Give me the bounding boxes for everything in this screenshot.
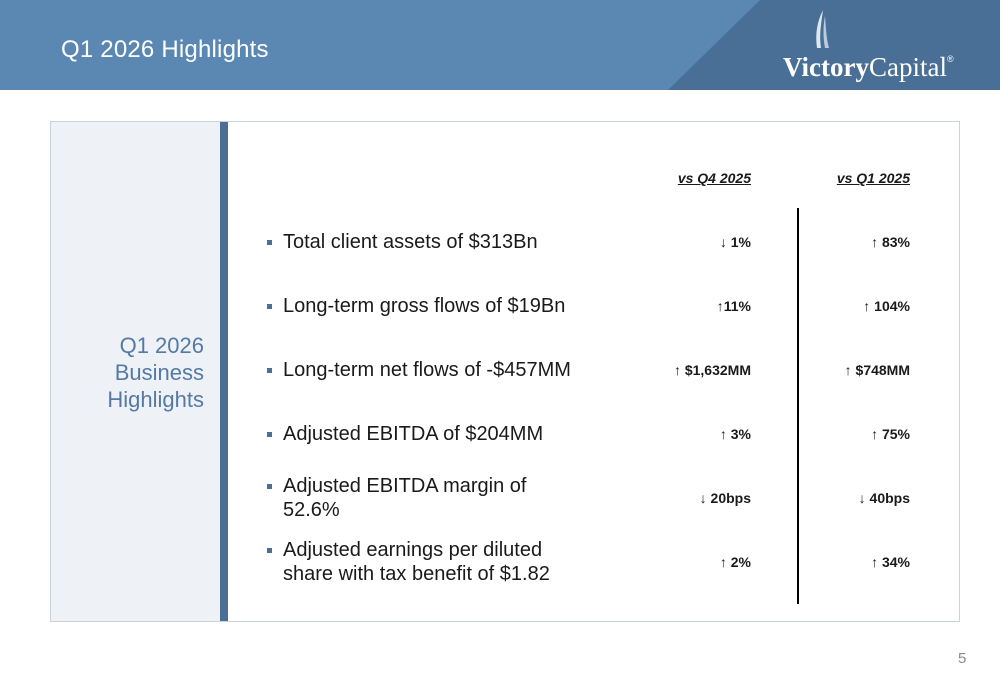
side-label-box: [51, 122, 220, 621]
bullet-icon: [267, 304, 272, 309]
highlights-panel: [50, 121, 960, 622]
value-vs-q4: ↓ 20bps: [699, 490, 751, 506]
page-title: Q1 2026 Highlights: [61, 36, 269, 63]
value-vs-q1: ↑ 83%: [871, 234, 910, 250]
value-vs-q4: ↑11%: [716, 298, 751, 314]
logo-wordmark: [783, 52, 954, 83]
value-vs-q1: ↑ 104%: [863, 298, 910, 314]
item-text: Long-term net flows of -$457MM: [283, 359, 571, 381]
column-divider: [797, 208, 799, 604]
value-vs-q4: ↑ 2%: [719, 554, 751, 570]
value-vs-q1: ↓ 40bps: [858, 490, 910, 506]
value-vs-q1: ↑ 75%: [871, 426, 910, 442]
side-label: Q1 2026 Business Highlights: [107, 333, 204, 412]
logo-sail-icon: [809, 8, 839, 52]
bullet-icon: [267, 432, 272, 437]
value-vs-q4: ↓ 1%: [719, 234, 751, 250]
value-vs-q4: ↑ $1,632MM: [673, 362, 751, 378]
item-text: Adjusted earnings per diluted share with tax benefit of $1.82: [283, 539, 550, 585]
value-vs-q1: ↑ $748MM: [844, 362, 910, 378]
item-text: Total client assets of $313Bn: [283, 231, 538, 253]
item-text: Adjusted EBITDA of $204MM: [283, 423, 544, 445]
column-header-vs-q1: vs Q1 2025: [836, 170, 910, 186]
value-vs-q4: ↑ 3%: [719, 426, 751, 442]
bullet-icon: [267, 484, 272, 489]
bullet-icon: [267, 368, 272, 373]
item-text: Adjusted EBITDA margin of 52.6%: [283, 475, 527, 521]
column-header-vs-q4: vs Q4 2025: [677, 170, 751, 186]
logo-trademark: ®: [946, 54, 954, 64]
bullet-icon: [267, 240, 272, 245]
company-logo: [783, 8, 983, 86]
logo-text-regular: Capital: [868, 52, 947, 82]
page-number: 5: [958, 650, 967, 667]
value-vs-q1: ↑ 34%: [871, 554, 910, 570]
item-text: Long-term gross flows of $19Bn: [283, 295, 566, 317]
side-accent-bar: [220, 122, 228, 621]
bullet-icon: [267, 548, 272, 553]
logo-text-bold: Victory: [783, 52, 869, 82]
